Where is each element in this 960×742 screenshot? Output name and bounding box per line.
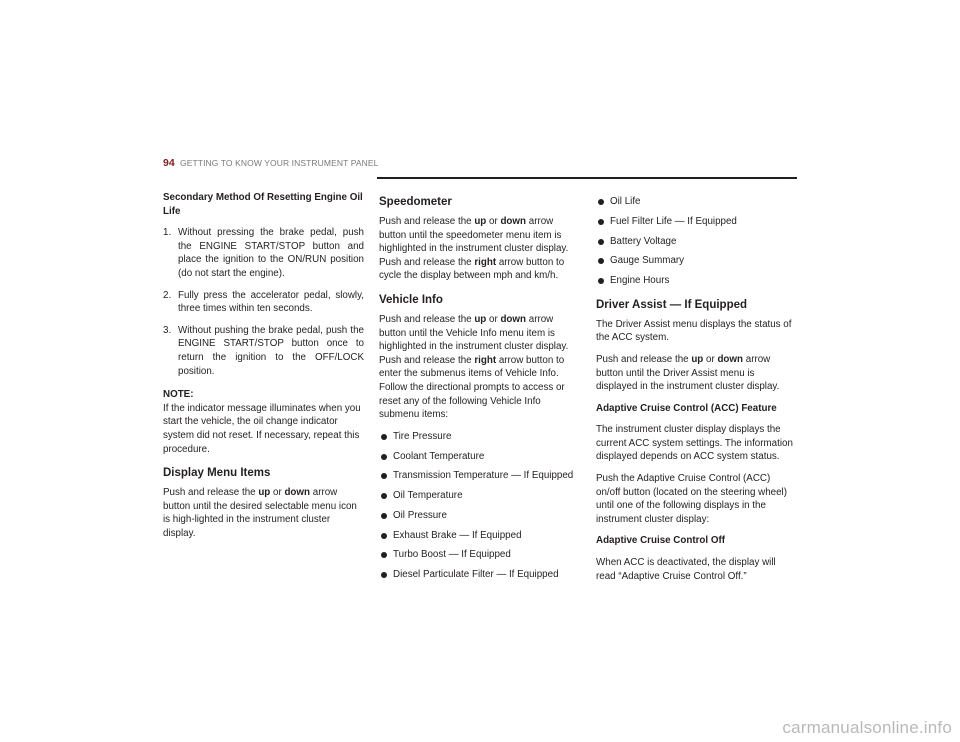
page-header	[163, 157, 797, 179]
vehicle-info-list-continued	[596, 195, 797, 288]
list-item: Turbo Boost — If Equipped	[379, 548, 580, 562]
list-item: Diesel Particulate Filter — If Equipped	[379, 568, 580, 582]
bullet-icon	[381, 473, 387, 479]
list-item: Transmission Temperature — If Equipped	[379, 469, 580, 483]
step-item	[163, 289, 364, 316]
watermark: carmanualsonline.info	[782, 718, 952, 737]
heading-vehicle-info: Vehicle Info	[379, 293, 443, 306]
step-number: 1.	[163, 227, 172, 239]
bullet-icon	[381, 572, 387, 578]
section-title-oil-reset: Secondary Method Of Resetting Engine Oil Life	[163, 192, 363, 217]
acc-off-paragraph: When ACC is deactivated, the display will read “Adaptive Cruise Control Off.”	[596, 557, 776, 582]
vehicle-info-paragraph: Push and release the up or down arrow button until the Vehicle Info menu item is highlighted in the instrument cluster display. Push and release the right arrow button to enter the submenus items of Vehicle Info. Follow the directional prompts to access or reset any of the following Vehicle Info submenu items:	[379, 313, 569, 421]
vehicle-info-list	[379, 430, 580, 582]
list-item: Coolant Temperature	[379, 450, 580, 464]
page-number: 94	[163, 157, 175, 169]
bullet-icon	[381, 493, 387, 499]
bullet-icon	[598, 219, 604, 225]
list-item: Tire Pressure	[379, 430, 580, 444]
column-3	[596, 195, 797, 591]
list-item: Oil Temperature	[379, 489, 580, 503]
note-text: If the indicator message illuminates when you start the vehicle, the oil change indicator system did not reset. If necessary, repeat this procedure.	[163, 402, 361, 455]
heading-speedometer: Speedometer	[379, 196, 452, 208]
bullet-icon	[381, 454, 387, 460]
bullet-icon	[598, 199, 604, 205]
column-2	[379, 195, 580, 588]
step-number: 2.	[163, 289, 172, 301]
list-item: Battery Voltage	[596, 235, 797, 249]
bullet-icon	[381, 434, 387, 440]
speedometer-paragraph: Push and release the up or down arrow button until the speedometer menu item is highlighted in the instrument cluster display. Push and release the right arrow button to cycle the display between mph and km/h.	[379, 216, 569, 282]
display-menu-paragraph: Push and release the up or down arrow button until the desired selectable menu icon is high-lighted in the instrument cluster display.	[163, 487, 357, 539]
bullet-icon	[598, 258, 604, 264]
bullet-icon	[598, 278, 604, 284]
steps-list	[163, 226, 364, 378]
list-item: Oil Life	[596, 195, 797, 209]
bullet-icon	[598, 239, 604, 245]
step-item	[163, 226, 364, 280]
acc-paragraph-2: Push the Adaptive Cruise Control (ACC) on/off button (located on the steering wheel) until one of the following displays in the instrument cluster display:	[596, 473, 787, 525]
heading-acc-off: Adaptive Cruise Control Off	[596, 535, 726, 547]
column-1	[163, 191, 364, 548]
heading-driver-assist: Driver Assist — If Equipped	[596, 298, 748, 311]
running-title: GETTING TO KNOW YOUR INSTRUMENT PANEL	[180, 158, 379, 168]
bullet-icon	[381, 552, 387, 558]
step-text: Fully press the accelerator pedal, slowly, three times within ten seconds.	[178, 289, 364, 315]
driver-assist-paragraph-2: Push and release the up or down arrow button until the Driver Assist menu is displayed in the instrument cluster display.	[596, 353, 780, 393]
heading-display-menu-items: Display Menu Items	[163, 467, 271, 480]
list-item: Oil Pressure	[379, 509, 580, 523]
driver-assist-paragraph-1: The Driver Assist menu displays the status of the ACC system.	[596, 318, 792, 344]
step-text: Without pressing the brake pedal, push the ENGINE START/STOP button and place the ignition to the ON/RUN position (do not start the engine).	[178, 227, 364, 279]
heading-acc-feature: Adaptive Cruise Control (ACC) Feature	[596, 402, 777, 414]
list-item: Engine Hours	[596, 274, 797, 288]
bullet-icon	[381, 513, 387, 519]
list-item: Exhaust Brake — If Equipped	[379, 529, 580, 543]
list-item: Gauge Summary	[596, 254, 797, 268]
header-rule	[377, 177, 797, 179]
step-text: Without pushing the brake pedal, push the ENGINE START/STOP button once to return the ignition to the OFF/LOCK position.	[178, 324, 364, 377]
step-item	[163, 324, 364, 378]
list-item: Fuel Filter Life — If Equipped	[596, 215, 797, 229]
bullet-icon	[381, 533, 387, 539]
acc-paragraph-1: The instrument cluster display displays the current ACC system settings. The information displayed depends on ACC system status.	[596, 424, 793, 463]
step-number: 3.	[163, 324, 172, 336]
note-label: NOTE:	[163, 389, 194, 401]
